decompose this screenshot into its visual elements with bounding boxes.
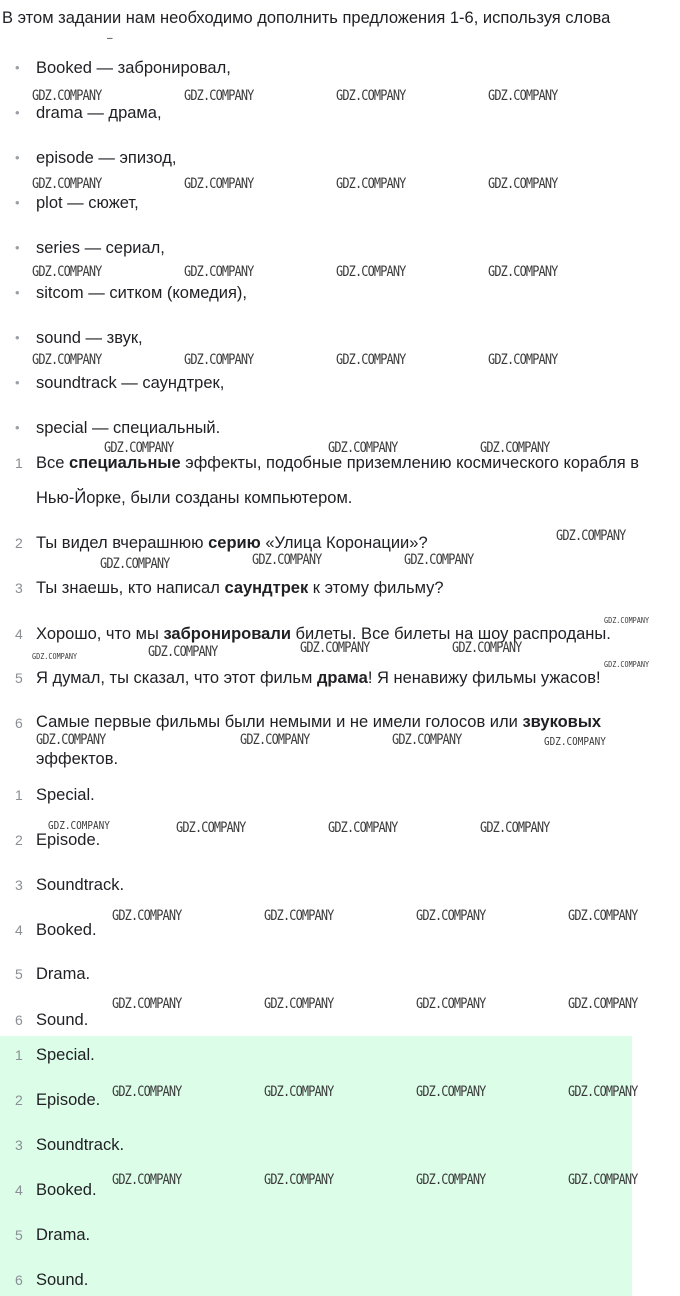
list-item [0,328,680,348]
watermark-text: GDZ.COMPANY [328,440,398,456]
watermark-text: GDZ.COMPANY [404,552,474,568]
watermark-text: GDZ.COMPANY [112,1084,182,1100]
watermark-text: GDZ.COMPANY [336,264,406,280]
item-number: 6 [15,1012,23,1028]
vocab-text: plot — сюжет, [36,194,139,212]
watermark-text: GDZ.COMPANY [32,652,78,661]
watermark-text: GDZ.COMPANY [104,440,174,456]
bullet-icon: • [15,420,20,435]
watermark-text: GDZ.COMPANY [568,1084,638,1100]
watermark-text: GDZ.COMPANY [336,88,406,104]
watermark-text: GDZ.COMPANY [264,996,334,1012]
bullet-icon: • [15,240,20,255]
watermark-text: GDZ.COMPANY [392,732,462,748]
answer-text: Soundtrack. [36,1136,125,1154]
vocab-text: sitcom — ситком (комедия), [36,284,247,302]
watermark-text: GDZ.COMPANY [416,1084,486,1100]
watermark-text: GDZ.COMPANY [480,820,550,836]
translation-text: Ты видел вчерашнюю серию «Улица Коронации»? [36,534,428,552]
item-number: 5 [15,966,23,982]
watermark-text: GDZ.COMPANY [544,735,606,748]
answer-text: Booked. [36,921,97,939]
watermark-text: GDZ.COMPANY [184,88,254,104]
watermark-text: GDZ.COMPANY [480,440,550,456]
answer-text: Episode. [36,831,101,849]
watermark-text: GDZ.COMPANY [488,264,558,280]
answer-text: Sound. [36,1011,89,1029]
watermark-text: GDZ.COMPANY [488,176,558,192]
watermark-text: GDZ.COMPANY [48,819,110,832]
watermark-text: GDZ.COMPANY [568,996,638,1012]
watermark-text: GDZ.COMPANY [32,352,102,368]
watermark-text: GDZ.COMPANY [184,176,254,192]
item-number: 1 [15,1047,23,1063]
watermark-text: GDZ.COMPANY [300,640,370,656]
item-number: 6 [15,1272,23,1288]
highlight-word: звуковых [522,713,602,731]
item-number: 2 [15,535,23,551]
item-number: 6 [15,715,23,731]
intro-dash: – [107,33,113,44]
list-item [0,148,680,168]
bullet-icon: • [15,375,20,390]
watermark-text: GDZ.COMPANY [336,352,406,368]
watermark-text: GDZ.COMPANY [36,732,106,748]
watermark-text: GDZ.COMPANY [240,732,310,748]
watermark-text: GDZ.COMPANY [556,528,626,544]
list-item [0,103,680,123]
highlight-word: драма [316,669,368,687]
translation-text: Самые первые фильмы были немыми и не имели голосов или звуковых эффектов. [36,713,602,768]
translation-text: Я думал, ты сказал, что этот фильм драма! Я ненавижу фильмы ужасов! [36,669,601,687]
item-number: 2 [15,832,23,848]
watermark-text: GDZ.COMPANY [100,556,170,572]
item-number: 2 [15,1092,23,1108]
list-item [0,373,680,393]
highlight-word: серию [208,534,261,552]
vocab-text: special — специальный. [36,419,221,437]
answer-text: Drama. [36,1226,91,1244]
vocab-text: Booked — забронировал, [36,59,231,77]
item-number: 5 [15,1227,23,1243]
vocab-text: soundtrack — саундтрек, [36,374,225,392]
answer-text: Booked. [36,1181,97,1199]
watermark-text: GDZ.COMPANY [604,616,650,625]
watermark-text: GDZ.COMPANY [452,640,522,656]
bullet-icon: • [15,330,20,345]
watermark-text: GDZ.COMPANY [112,908,182,924]
answer-text: Special. [36,1046,95,1064]
answer-text: Drama. [36,965,91,983]
vocab-text: series — сериал, [36,239,165,257]
answer-text: Sound. [36,1271,89,1289]
answer-highlight-block [0,1036,632,1296]
watermark-text: GDZ.COMPANY [32,264,102,280]
watermark-text: GDZ.COMPANY [264,1172,334,1188]
list-item [0,58,680,78]
item-number: 1 [15,787,23,803]
list-item [0,193,680,213]
translation-text: Ты знаешь, кто написал саундтрек к этому фильму? [36,579,444,597]
watermark-text: GDZ.COMPANY [264,908,334,924]
watermark-text: GDZ.COMPANY [32,176,102,192]
intro-text: В этом задании нам необходимо дополнить предложения 1-6, используя слова [2,9,611,27]
list-item [0,238,680,258]
watermark-text: GDZ.COMPANY [568,908,638,924]
highlight-word: саундтрек [224,579,309,597]
item-number: 4 [15,626,23,642]
watermark-text: GDZ.COMPANY [416,1172,486,1188]
bullet-icon: • [15,285,20,300]
watermark-text: GDZ.COMPANY [184,352,254,368]
highlight-word: забронировали [163,625,291,643]
item-number: 3 [15,877,23,893]
translation-text: Хорошо, что мы забронировали билеты. Все билеты на шоу распроданы. [36,625,611,643]
list-item [0,418,680,438]
bullet-icon: • [15,60,20,75]
answer-text: Episode. [36,1091,101,1109]
watermark-text: GDZ.COMPANY [32,88,102,104]
item-number: 3 [15,580,23,596]
answer-text: Soundtrack. [36,876,125,894]
bullet-icon: • [15,195,20,210]
watermark-text: GDZ.COMPANY [568,1172,638,1188]
watermark-text: GDZ.COMPANY [252,552,322,568]
highlight-word: специальные [69,454,181,472]
watermark-text: GDZ.COMPANY [604,660,650,669]
item-number: 4 [15,1182,23,1198]
bullet-icon: • [15,150,20,165]
vocab-text: sound — звук, [36,329,143,347]
watermark-text: GDZ.COMPANY [264,1084,334,1100]
watermark-text: GDZ.COMPANY [336,176,406,192]
watermark-text: GDZ.COMPANY [148,644,218,660]
watermark-text: GDZ.COMPANY [416,996,486,1012]
item-number: 3 [15,1137,23,1153]
bullet-icon: • [15,105,20,120]
watermark-text: GDZ.COMPANY [176,820,246,836]
watermark-text: GDZ.COMPANY [112,1172,182,1188]
watermark-text: GDZ.COMPANY [112,996,182,1012]
watermark-text: GDZ.COMPANY [488,352,558,368]
vocab-text: drama — драма, [36,104,162,122]
list-item [0,283,680,303]
item-number: 5 [15,670,23,686]
watermark-text: GDZ.COMPANY [416,908,486,924]
vocab-text: episode — эпизод, [36,149,177,167]
answer-text: Special. [36,786,95,804]
watermark-text: GDZ.COMPANY [488,88,558,104]
watermark-text: GDZ.COMPANY [328,820,398,836]
translation-text: Все специальные эффекты, подобные приземлению космического корабля в Нью-Йорке, были созданы компьютером. [36,454,640,507]
item-number: 4 [15,922,23,938]
watermark-text: GDZ.COMPANY [184,264,254,280]
item-number: 1 [15,455,23,471]
